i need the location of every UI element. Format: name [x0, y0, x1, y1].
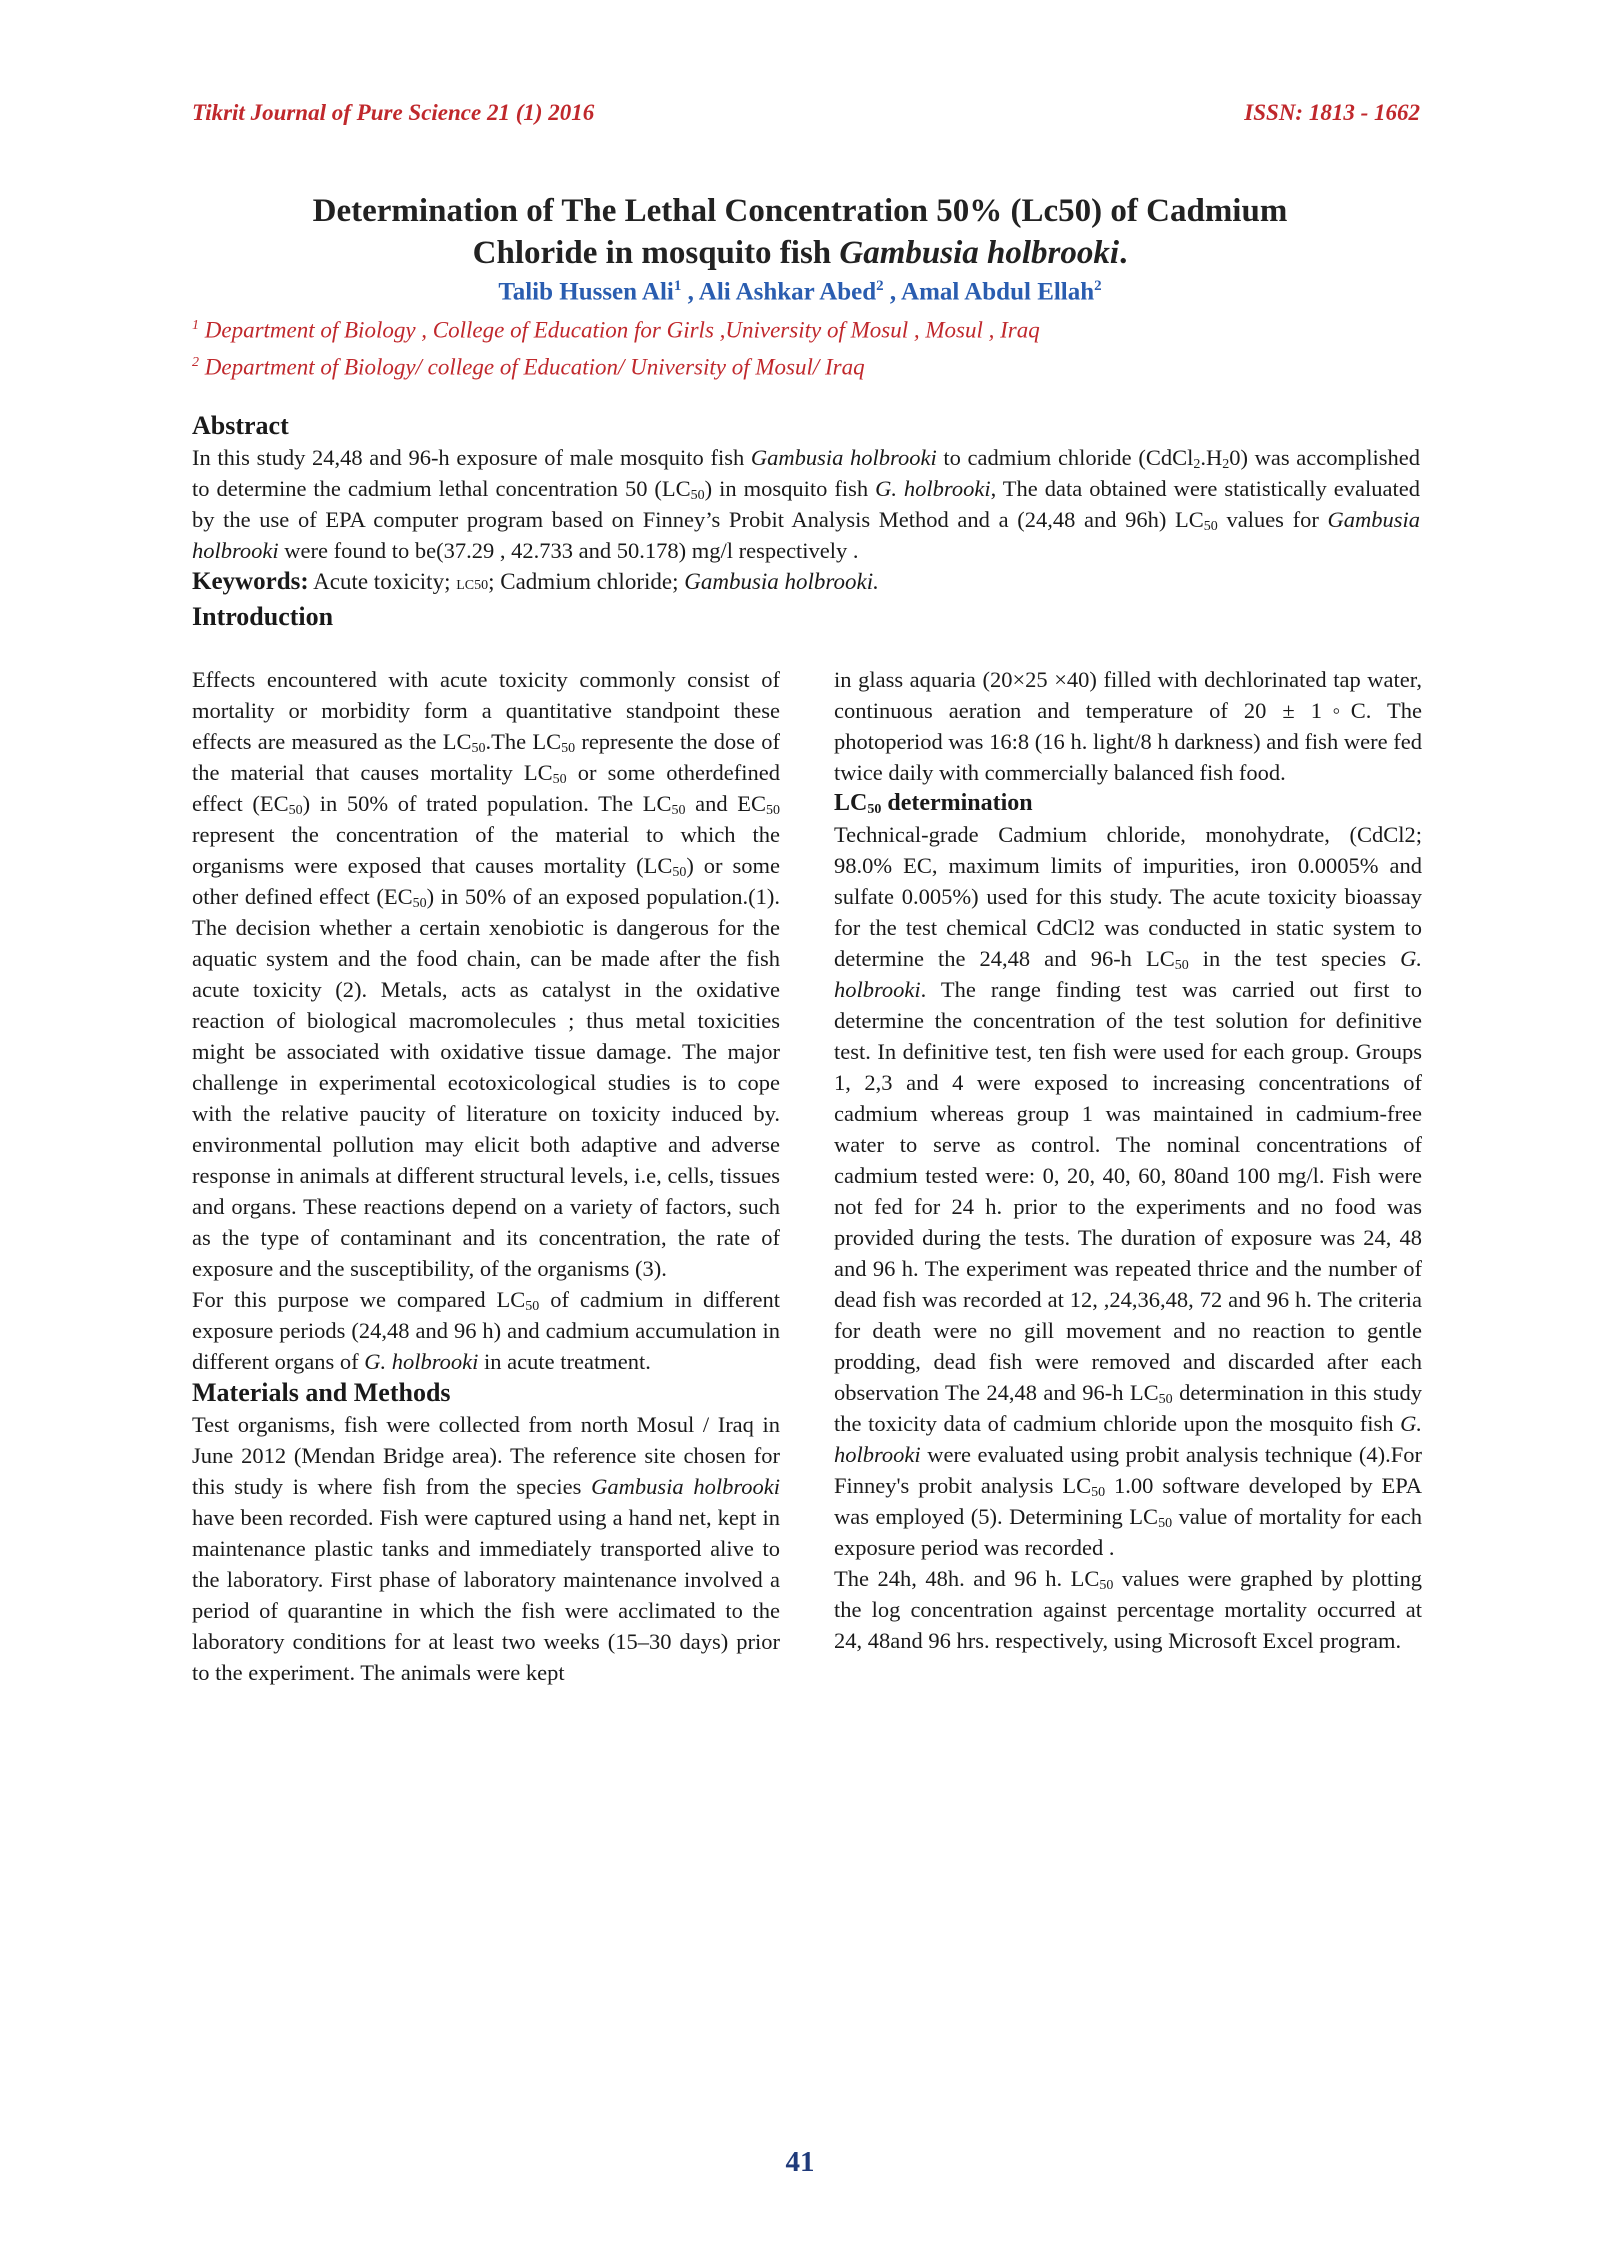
intro-text: ) in 50% of an exposed population.(1). The decision whether a certain xenobiotic is dangerous for the aquatic system and the food chain, can be made after the fish acute toxicity (2). Metals, acts as catalyst in the oxidative reaction of biological macromolecules ; thus metal toxicities might be associated with oxidative tissue damage. The major challenge in experimental ecotoxicological studies is to cope with the relative paucity of literature on toxicity induced by. environmental pollution may elicit both adaptive and adverse response in animals at different structural levels, i.e, cells, tissues and organs. These reactions depend on a variety of factors, such as the type of contaminant and its concentration, the rate of exposure and the susceptibility, of the organisms (3). — [192, 884, 781, 1281]
intro-text: and EC — [685, 791, 766, 816]
lc50-text: in the test species — [1188, 946, 1401, 971]
affiliation-1 — [192, 310, 1400, 347]
subscript: 50 — [1203, 519, 1218, 534]
subscript: 50 — [690, 488, 705, 503]
lc50-species: G. holbrooki — [834, 946, 1422, 1002]
affiliation-2 — [192, 347, 1400, 384]
paper-title — [160, 190, 1440, 274]
lc50-text: . The range finding test was carried out first to determine the concentration of the test solution for definitive test. In definitive test, ten fish were used for each group. Groups 1, 2,3 and 4 were exposed to increasing concentrations of cadmium whereas group 1 was maintained in cadmium-free water to serve as control. The nominal concentrations of cadmium tested were: 0, 20, 40, 60, 80and 100 mg/l. Fish were not fed for 24 h. prior to the experiments and no food was provided during the tests. The duration of exposure was 24, 48 and 96 h. The experiment was repeated thrice and the number of dead fish was recorded at 12, ,24,36,48, 72 and 96 h. The criteria for death were no gill movement and no reaction to gentle prodding, dead fish were removed and discarded after each observation The 24,48 and 96-h LC — [834, 977, 1422, 1405]
subscript: 50 — [412, 896, 427, 911]
author-separator: , — [883, 278, 902, 306]
abstract-text: 0) was accomplished to determine the cadmium lethal concentration 50 (LC — [192, 445, 1420, 501]
author-1: Talib Hussen Ali — [498, 278, 674, 306]
lc50-heading — [834, 788, 1422, 819]
subscript: 50 — [1174, 958, 1189, 973]
methods-heading: Materials and Methods — [192, 1378, 451, 1407]
affiliation-2-text: Department of Biology/ college of Education/ University of Mosul/ Iraq — [204, 354, 865, 380]
keyword: Gambusia holbrooki. — [684, 569, 879, 594]
subscript: 50 — [766, 803, 780, 818]
lc50-species: G. holbrooki — [834, 1411, 1422, 1467]
lc50-text: 1.00 software developed by EPA was employed (5). Determining LC — [834, 1473, 1422, 1529]
subscript: 50 — [288, 803, 303, 818]
subscript: 2 — [1193, 457, 1201, 472]
lc50-text: values were graphed by plotting the log concentration against percentage mortality occurred at 24, 48and 96 hrs. respectively, using Microsoft Excel program. — [834, 1566, 1423, 1653]
abstract-section — [192, 410, 1420, 633]
lc50-text: value of mortality for each exposure period was recorded . — [834, 1504, 1422, 1560]
intro-text: represente the dose of the material that causes mortality LC — [192, 729, 780, 785]
methods-text: have been recorded. Fish were captured using a hand net, kept in maintenance plastic tanks and immediately transported alive to the laboratory. First phase of laboratory maintenance involved a period of quarantine in which the fish were acclimated to the laboratory conditions for at least two weeks (15–30 days) prior to the experiment. The animals were kept — [192, 1505, 780, 1685]
lc50-text: Technical-grade Cadmium chloride, monohydrate, (CdCl2; 98.0% EC, maximum limits of impurities, iron 0.0005% and sulfate 0.005%) used for this study. The acute toxicity bioassay for the test chemical CdCl2 was conducted in static system to determine the 24,48 and 96-h LC — [834, 822, 1422, 971]
abstract-species: Gambusia holbrooki — [192, 507, 1421, 563]
abstract-species: G. holbrooki — [875, 476, 991, 501]
subscript: 50 — [672, 865, 687, 880]
keyword: Acute toxicity; — [308, 569, 457, 594]
intro-paragraph-2 — [192, 1284, 780, 1377]
lc50-heading-text: LC — [834, 790, 868, 816]
subscript: 50 — [867, 802, 882, 817]
title-species: Gambusia holbrooki — [839, 235, 1120, 271]
subscript: 50 — [671, 803, 686, 818]
title-period: . — [1119, 235, 1128, 271]
affiliation-1-text: Department of Biology , College of Education for Girls ,University of Mosul , Mosul , Iraq — [204, 317, 1040, 343]
author-separator: , — [681, 278, 699, 306]
abstract-text: were found to be(37.29 , 42.733 and 50.178) mg/l respectively . — [278, 538, 859, 563]
journal-citation: Tikrit Journal of Pure Science 21 (1) 2016 — [192, 100, 595, 125]
right-column — [834, 664, 1422, 1656]
subscript: 50 — [1158, 1392, 1173, 1407]
title-line-1: Determination of The Lethal Concentration 50% (Lc50) of Cadmium — [312, 193, 1288, 229]
keyword: LC50 — [456, 578, 489, 593]
abstract-text: In this study 24,48 and 96-h exposure of male mosquito fish — [192, 445, 751, 470]
affiliations — [192, 310, 1400, 383]
lc50-text: determination in this study the toxicity data of cadmium chloride upon the mosquito fish — [834, 1380, 1423, 1436]
author-1-affil: 1 — [673, 278, 682, 294]
author-2-affil: 2 — [876, 278, 884, 294]
abstract-text: values for — [1217, 507, 1328, 532]
left-column — [192, 664, 780, 1688]
subscript: 50 — [1091, 1485, 1106, 1500]
author-3-affil: 2 — [1094, 278, 1102, 294]
intro-text: ) in 50% of trated population. The LC — [302, 791, 672, 816]
lc50-paragraph-2 — [834, 1563, 1422, 1656]
abstract-species: Gambusia holbrooki — [750, 445, 937, 470]
intro-text: ) or some other defined effect (EC — [192, 853, 780, 909]
subscript: 50 — [525, 1299, 540, 1314]
subscript: 50 — [1158, 1516, 1173, 1531]
author-2: Ali Ashkar Abed — [698, 278, 877, 306]
author-3: Amal Abdul Ellah — [901, 278, 1095, 306]
title-line-2 — [160, 232, 1440, 274]
intro-text: For this purpose we compared LC — [192, 1287, 526, 1312]
abstract-heading: Abstract — [192, 411, 289, 440]
intro-text: in acute treatment. — [478, 1349, 651, 1374]
subscript: 50 — [471, 741, 486, 756]
subscript: 2 — [1222, 457, 1230, 472]
methods-text: Test organisms, fish were collected from north Mosul / Iraq in June 2012 (Mendan Bridge area). The reference site chosen for this study is where fish from the species — [192, 1412, 780, 1499]
subscript: 50 — [1099, 1578, 1114, 1593]
methods-species: Gambusia holbrooki — [591, 1474, 780, 1499]
lc50-paragraph-1 — [834, 819, 1422, 1563]
abstract-text: to cadmium chloride (CdCl — [936, 445, 1194, 470]
intro-text: or some otherdefined effect (EC — [192, 760, 780, 816]
title-line-2-text: Chloride in mosquito fish — [472, 235, 840, 271]
issn: ISSN: 1813 - 1662 — [1244, 100, 1420, 125]
intro-text: Effects encountered with acute toxicity commonly consist of mortality or morbidity form a quantitative standpoint these effects are measured as the LC — [192, 667, 780, 754]
keywords-label: Keywords: — [192, 568, 309, 595]
affiliation-2-mark: 2 — [192, 354, 199, 370]
page-number: 41 — [785, 2146, 815, 2178]
running-header — [192, 100, 1420, 134]
abstract-text: ) in mosquito fish — [704, 476, 876, 501]
intro-text: represent the concentration of the material to which the organisms were exposed that causes mortality (LC — [192, 822, 780, 878]
subscript: 50 — [552, 772, 567, 787]
subscript: 50 — [561, 741, 576, 756]
intro-text: of cadmium in different exposure periods (24,48 and 96 h) and cadmium accumulation in different organs of — [192, 1287, 780, 1374]
affiliation-1-mark: 1 — [192, 318, 199, 333]
introduction-heading: Introduction — [192, 602, 334, 631]
intro-species: G. holbrooki — [364, 1349, 479, 1374]
keywords — [192, 566, 1420, 601]
abstract-text: , The data obtained were statistically evaluated by the use of EPA computer program based on Finney’s Probit Analysis Method and a (24,48 and 96h) LC — [192, 476, 1420, 532]
lc50-text: were evaluated using probit analysis technique (4).For Finney's probit analysis LC — [834, 1442, 1422, 1498]
lc50-text: The 24h, 48h. and 96 h. LC — [834, 1566, 1100, 1591]
intro-text: .The LC — [485, 729, 562, 754]
abstract-body — [192, 442, 1420, 566]
lc50-heading-text: determination — [881, 790, 1033, 816]
methods-paragraph-1-continued: in glass aquaria (20×25 ×40) filled with dechlorinated tap water, continuous aeration and temperature of 20 ± 1◦C. The photoperiod was 16:8 (16 h. light/8 h darkness) and fish were fed twice daily with commercially balanced fish food. — [834, 667, 1422, 785]
author-list — [160, 278, 1440, 306]
intro-paragraph-1 — [192, 664, 780, 1284]
keyword: ; Cadmium chloride; — [488, 569, 685, 594]
methods-paragraph-1 — [192, 1409, 780, 1688]
abstract-text: .H — [1200, 445, 1223, 470]
